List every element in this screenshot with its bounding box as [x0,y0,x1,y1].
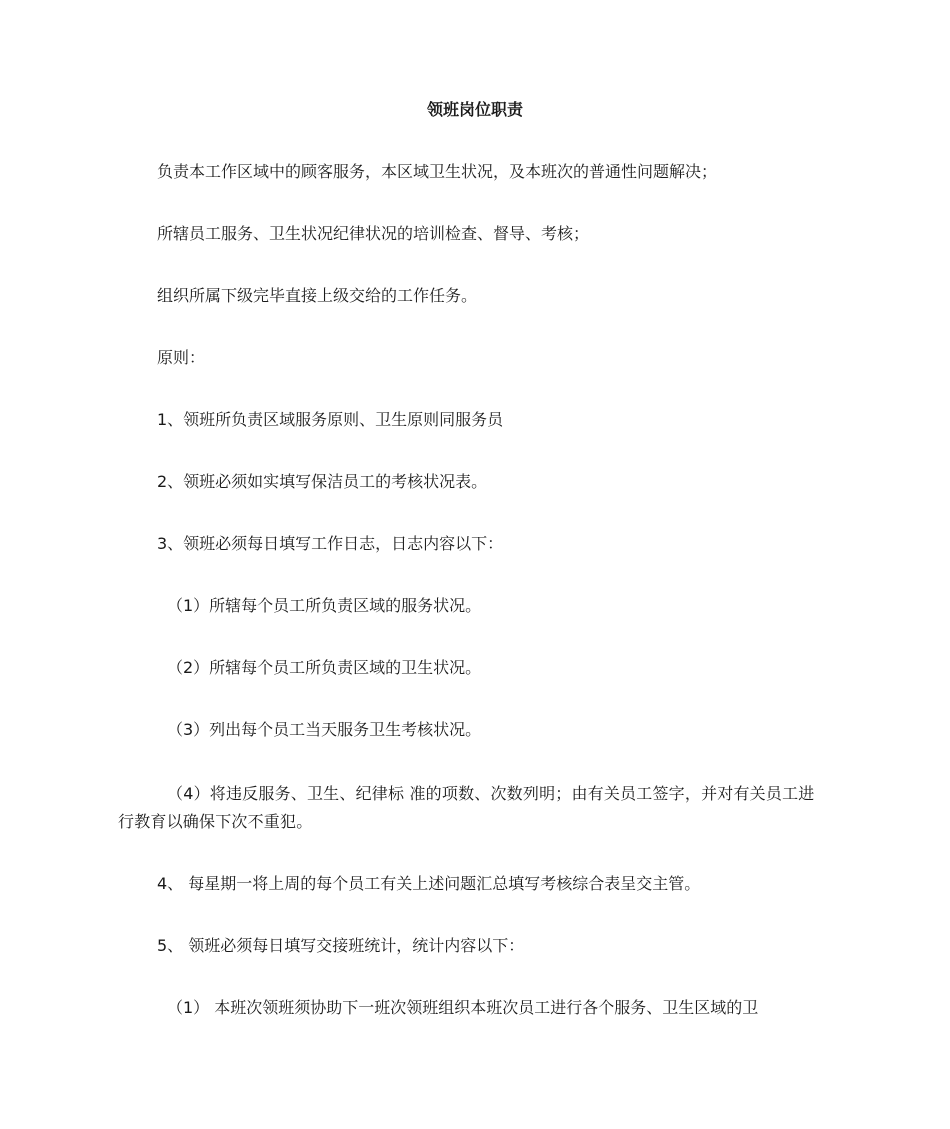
paragraph-principle-2: 2、领班必须如实填写保洁员工的考核状况表。 [157,472,488,491]
paragraph-principle-4: 4、 每星期一将上周的每个员工有关上述问题汇总填写考核综合表呈交主管。 [157,874,701,893]
paragraph-principles-heading: 原则： [157,348,206,367]
paragraph-log-item-4: （4）将违反服务、卫生、纪律标 准的项数、次数列明；由有关员工签字，并对有关员工进行教育以确保下次不重犯。 [118,784,815,831]
paragraph-duty-1: 负责本工作区域中的顾客服务，本区域卫生状况，及本班次的普通性问题解决； [157,162,718,181]
document-title: 领班岗位职责 [426,100,523,119]
paragraph-log-item-3: （3）列出每个员工当天服务卫生考核状况。 [167,720,482,739]
paragraph-principle-3: 3、领班必须每日填写工作日志，日志内容以下： [157,534,504,553]
paragraph-principle-5: 5、 领班必须每日填写交接班统计，统计内容以下： [157,936,525,955]
paragraph-duty-2: 所辖员工服务、卫生状况纪律状况的培训检查、督导、考核； [157,224,590,243]
paragraph-duty-3: 组织所属下级完毕直接上级交给的工作任务。 [157,286,478,305]
paragraph-handover-item-1: （1） 本班次领班须协助下一班次领班组织本班次员工进行各个服务、卫生区域的卫 [167,998,759,1017]
paragraph-log-item-2: （2）所辖每个员工所负责区域的卫生状况。 [167,658,482,677]
paragraph-principle-1: 1、领班所负责区域服务原则、卫生原则同服务员 [157,410,504,429]
paragraph-log-item-1: （1）所辖每个员工所负责区域的服务状况。 [167,596,482,615]
